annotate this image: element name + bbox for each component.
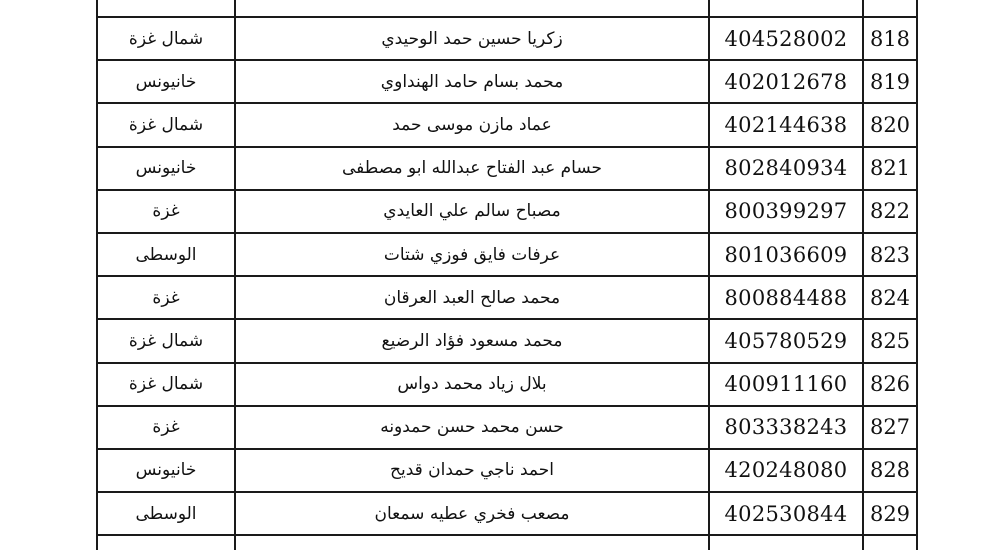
region-cell: غزة [97, 190, 235, 233]
name-cell: محمد صالح العبد العرقان [235, 276, 709, 319]
table-row [97, 406, 917, 449]
table-row-partial-bottom [97, 535, 917, 550]
id-cell: 402530844 [709, 492, 863, 535]
name-cell: احمد ناجي حمدان قديح [235, 449, 709, 492]
number-cell: 823 [863, 233, 917, 276]
number-cell: 821 [863, 147, 917, 190]
name-cell: محمد بسام حامد الهنداوي [235, 60, 709, 103]
table-row [97, 233, 917, 276]
region-cell [97, 535, 235, 550]
name-cell: محمد مسعود فؤاد الرضيع [235, 319, 709, 362]
number-cell: 829 [863, 492, 917, 535]
name-cell: حسن محمد حسن حمدونه [235, 406, 709, 449]
number-cell [863, 0, 917, 17]
id-cell: 800399297 [709, 190, 863, 233]
number-cell: 825 [863, 319, 917, 362]
id-cell: 404528002 [709, 17, 863, 60]
region-cell: خانيونس [97, 449, 235, 492]
id-cell [709, 535, 863, 550]
records-table-body [97, 0, 917, 550]
num-cell [863, 535, 917, 550]
id-cell: 405780529 [709, 319, 863, 362]
region-cell: خانيونس [97, 147, 235, 190]
name-cell: عماد مازن موسى حمد [235, 103, 709, 146]
name-cell: عرفات فايق فوزي شتات [235, 233, 709, 276]
region-cell: الوسطى [97, 233, 235, 276]
region-cell: شمال غزة [97, 17, 235, 60]
region-cell: شمال غزة [97, 319, 235, 362]
name-cell: مصباح سالم علي العايدي [235, 190, 709, 233]
name-cell [235, 0, 709, 17]
number-cell: 824 [863, 276, 917, 319]
name-cell [235, 535, 709, 550]
number-cell: 820 [863, 103, 917, 146]
table-row [97, 147, 917, 190]
name-cell: حسام عبد الفتاح عبدالله ابو مصطفى [235, 147, 709, 190]
id-cell: 801036609 [709, 233, 863, 276]
id-cell: 803338243 [709, 406, 863, 449]
region-cell: شمال غزة [97, 103, 235, 146]
number-cell: 828 [863, 449, 917, 492]
table-row [97, 190, 917, 233]
number-cell: 826 [863, 363, 917, 406]
id-cell: 800884488 [709, 276, 863, 319]
table-row-partial-top [97, 0, 917, 17]
id-cell: 420248080 [709, 449, 863, 492]
number-cell: 822 [863, 190, 917, 233]
name-cell: مصعب فخري عطيه سمعان [235, 492, 709, 535]
id-cell: 802840934 [709, 147, 863, 190]
number-cell: 827 [863, 406, 917, 449]
id-cell [709, 0, 863, 17]
id-cell: 400911160 [709, 363, 863, 406]
table-row [97, 319, 917, 362]
table-row [97, 363, 917, 406]
region-cell: شمال غزة [97, 363, 235, 406]
region-cell: غزة [97, 406, 235, 449]
region-cell: غزة [97, 276, 235, 319]
records-table [96, 0, 918, 550]
number-cell: 818 [863, 17, 917, 60]
region-cell: خانيونس [97, 60, 235, 103]
id-cell: 402144638 [709, 103, 863, 146]
region-cell [97, 0, 235, 17]
name-cell: زكريا حسين حمد الوحيدي [235, 17, 709, 60]
region-cell: الوسطى [97, 492, 235, 535]
id-cell: 402012678 [709, 60, 863, 103]
table-row [97, 60, 917, 103]
table-row [97, 449, 917, 492]
table-row [97, 492, 917, 535]
name-cell: بلال زياد محمد دواس [235, 363, 709, 406]
table-row [97, 276, 917, 319]
table-row [97, 103, 917, 146]
table-row [97, 17, 917, 60]
number-cell: 819 [863, 60, 917, 103]
